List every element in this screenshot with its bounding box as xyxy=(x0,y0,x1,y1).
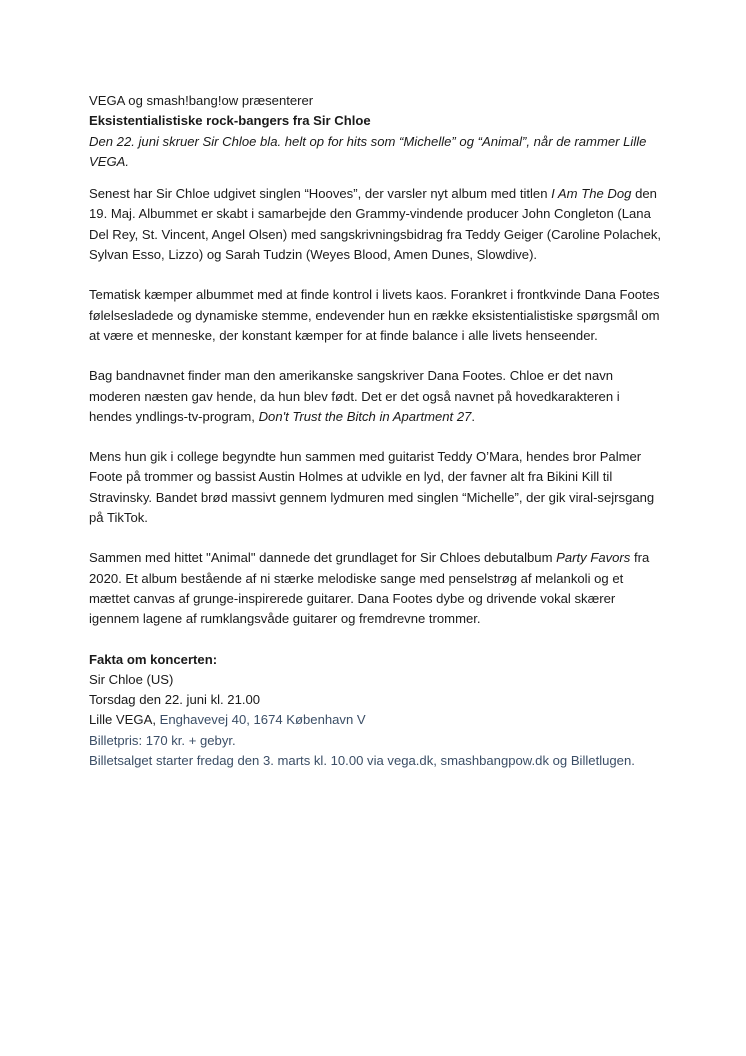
paragraph-text: Senest har Sir Chloe udgivet singlen “Hooves”, der varsler nyt album med titlen xyxy=(89,186,552,202)
teaser: Den 22. juni skruer Sir Chloe bla. helt op for hits som “Michelle” og “Animal”, når de rammer Lille VEGA. xyxy=(89,133,647,169)
paragraph-text: Bag bandnavnet finder man den amerikanske sangskriver Dana Footes. Chloe er det navn moderen næsten gav hende, da hun blev født. Det er det også navnet på hovedkarakteren i hendes yndlings-tv-program, xyxy=(89,368,620,424)
paragraph-text: Sammen med hittet "Animal" dannede det grundlaget for Sir Chloes debutalbum xyxy=(89,550,557,566)
presenter-line: VEGA og smash!bang!ow præsenterer xyxy=(89,93,314,108)
paragraph-text: den 19. Maj. Albummet er skabt i samarbejde den Grammy-vindende producer John Congleton (Lana Del Rey, St. Vincent, Angel Olsen) med sangskrivningsbidrag fra Teddy Geiger (Caroline Polachek, Sylvan Esso, Lizzo) og Sarah Tudzin (Weyes Blood, Amen Dunes, Slowdive). xyxy=(89,186,662,263)
paragraph-new-single xyxy=(89,184,664,265)
headline: Eksistentialistiske rock-bangers fra Sir Chloe xyxy=(89,113,371,129)
venue-address: Enghavevej 40, 1674 København V xyxy=(159,712,366,728)
album-title: Party Favors xyxy=(556,550,631,566)
tv-show-title: Don't Trust the Bitch in Apartment 27 xyxy=(258,408,472,424)
facts-date: Torsdag den 22. juni kl. 21.00 xyxy=(89,692,261,708)
facts-heading: Fakta om koncerten: xyxy=(89,651,218,667)
facts-price: Billetpris: 170 kr. + gebyr. xyxy=(89,732,236,748)
facts-artist: Sir Chloe (US) xyxy=(89,671,174,687)
venue-name: Lille VEGA, xyxy=(89,712,160,728)
paragraph-college: Mens hun gik i college begyndte hun sammen med guitarist Teddy O’Mara, hendes bror Palmer Foote på trommer og bassist Austin Holmes at udvikle en lyd, der favner alt fra Bikini Kill til Stravinsky. Bandet brød massivt gennem lydmuren med singlen “Michelle”, der gik viral-sejrsgang på TikTok. xyxy=(89,449,655,526)
album-title: I Am The Dog xyxy=(551,186,632,202)
press-release xyxy=(89,91,664,771)
paragraph-debut xyxy=(89,548,664,629)
paragraph-band-name xyxy=(89,366,664,427)
paragraph-text: fra 2020. Et album bestående af ni stærke melodiske sange med penselstrøg af melankoli og et mættet canvas af grunge-inspirerede guitarer. Dana Footes dybe og drivende vokal skærer igennem lagene af rumklangsvåde guitarer og fremdrevne trommer. xyxy=(89,550,650,627)
paragraph-text: . xyxy=(471,408,476,424)
facts-venue xyxy=(89,710,664,730)
paragraph-theme: Tematisk kæmper albummet med at finde kontrol i livets kaos. Forankret i frontkvinde Dana Footes følelsesladede og dynamiske stemme, endevender hun en række eksistentialistiske spørgsmål om at være et menneske, der konstant kæmper for at finde balance i alle livets henseender. xyxy=(89,287,660,343)
facts-sale: Billetsalget starter fredag den 3. marts kl. 10.00 via vega.dk, smashbangpow.dk og Billetlugen. xyxy=(89,753,635,769)
